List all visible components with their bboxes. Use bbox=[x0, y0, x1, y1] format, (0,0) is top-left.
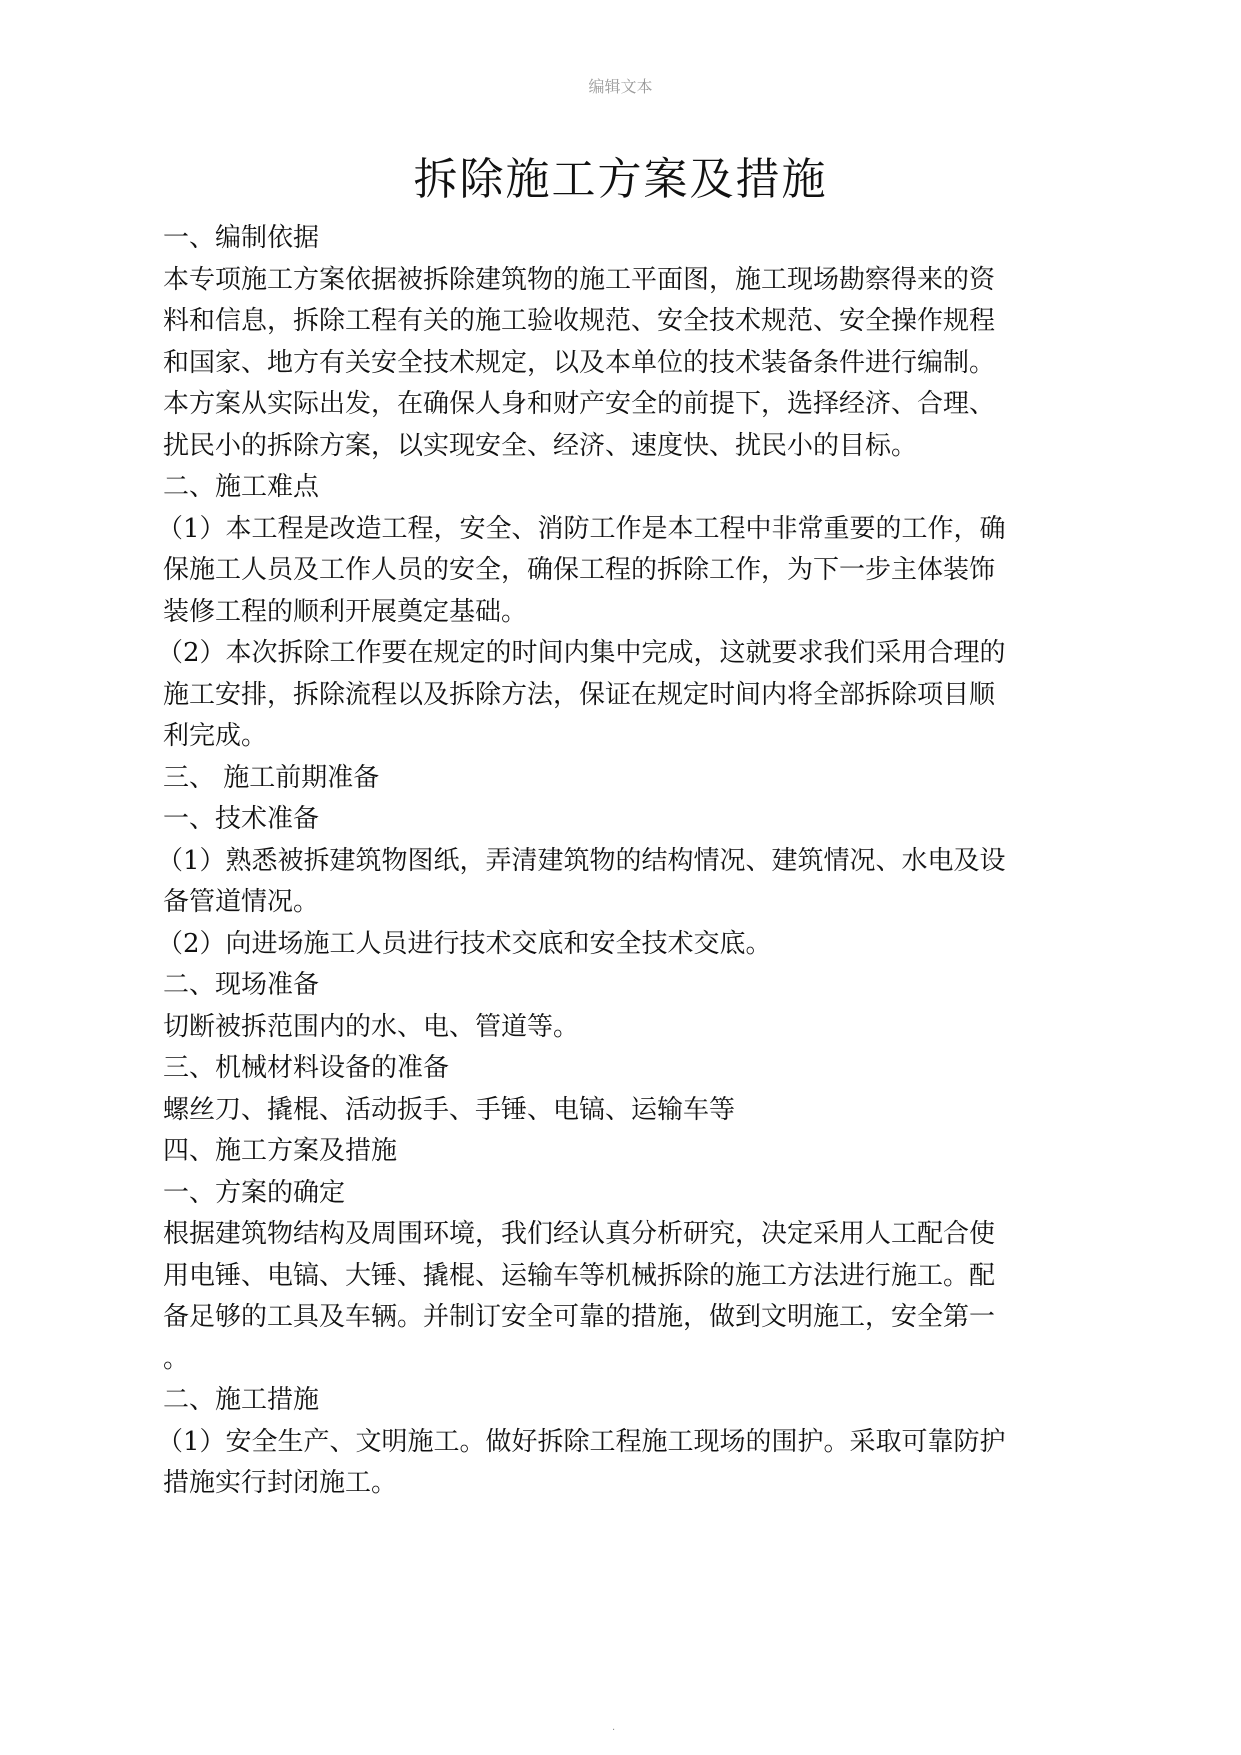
text-line: 和国家、地方有关安全技术规定，以及本单位的技术装备条件进行编制。 bbox=[163, 347, 996, 378]
text-line: 备管道情况。 bbox=[163, 887, 320, 917]
text-line: 料和信息，拆除工程有关的施工验收规范、安全技术规范、安全操作规程 bbox=[163, 306, 996, 336]
text-line: 根据建筑物结构及周围环境，我们经认真分析研究，决定采用人工配合使 bbox=[163, 1219, 996, 1249]
text-line: 本专项施工方案依据被拆除建筑物的施工平面图，施工现场勘察得来的资 bbox=[163, 264, 996, 295]
text-line: 本方案从实际出发，在确保人身和财产安全的前提下，选择经济、合理、 bbox=[163, 389, 996, 419]
text-line: 备足够的工具及车辆。并制订安全可靠的措施，做到文明施工，安全第一 bbox=[163, 1302, 996, 1332]
text-line: 措施实行封闭施工。 bbox=[163, 1468, 398, 1498]
document-title: 拆除施工方案及措施 bbox=[413, 154, 828, 205]
text-line: 二、施工措施 bbox=[163, 1385, 320, 1415]
text-line: （1）本工程是改造工程，安全、消防工作是本工程中非常重要的工作，确 bbox=[157, 513, 1006, 544]
text-line: 利完成。 bbox=[163, 721, 268, 751]
text-line: 保施工人员及工作人员的安全，确保工程的拆除工作，为下一步主体装饰 bbox=[163, 555, 996, 585]
text-line: 装修工程的顺利开展奠定基础。 bbox=[163, 596, 528, 627]
text-line: 一、编制依据 bbox=[163, 223, 320, 253]
text-line: （2）本次拆除工作要在规定的时间内集中完成，这就要求我们采用合理的 bbox=[157, 638, 1006, 668]
text-line: （1）熟悉被拆建筑物图纸，弄清建筑物的结构情况、建筑情况、水电及设 bbox=[157, 845, 1006, 876]
text-line: 螺丝刀、撬棍、活动扳手、手锤、电镐、运输车等 bbox=[163, 1094, 736, 1125]
text-line: 切断被拆范围内的水、电、管道等。 bbox=[163, 1011, 580, 1042]
text-line: 扰民小的拆除方案，以实现安全、经济、速度快、扰民小的目标。 bbox=[163, 430, 918, 461]
text-line: 三、 施工前期准备 bbox=[163, 762, 380, 793]
text-line: 二、施工难点 bbox=[163, 472, 320, 502]
text-line: 施工安排，拆除流程以及拆除方法，保证在规定时间内将全部拆除项目顺 bbox=[163, 679, 996, 710]
text-line: 三、机械材料设备的准备 bbox=[163, 1053, 450, 1083]
text-line: 一、技术准备 bbox=[163, 804, 320, 834]
text-line: 。 bbox=[163, 1343, 190, 1374]
text-line: 四、施工方案及措施 bbox=[163, 1136, 398, 1166]
text-line: （2）向进场施工人员进行技术交底和安全技术交底。 bbox=[157, 928, 772, 959]
document-body bbox=[157, 218, 1103, 1505]
text-line: 用电锤、电镐、大锤、撬棍、运输车等机械拆除的施工方法进行施工。配 bbox=[163, 1260, 996, 1291]
footer-mark: . bbox=[612, 1722, 616, 1733]
text-line: 二、现场准备 bbox=[163, 970, 320, 1000]
text-line: 一、方案的确定 bbox=[163, 1177, 346, 1208]
header-note: 编辑文本 bbox=[588, 77, 653, 96]
text-line: （1）安全生产、文明施工。做好拆除工程施工现场的围护。采取可靠防护 bbox=[157, 1426, 1006, 1457]
